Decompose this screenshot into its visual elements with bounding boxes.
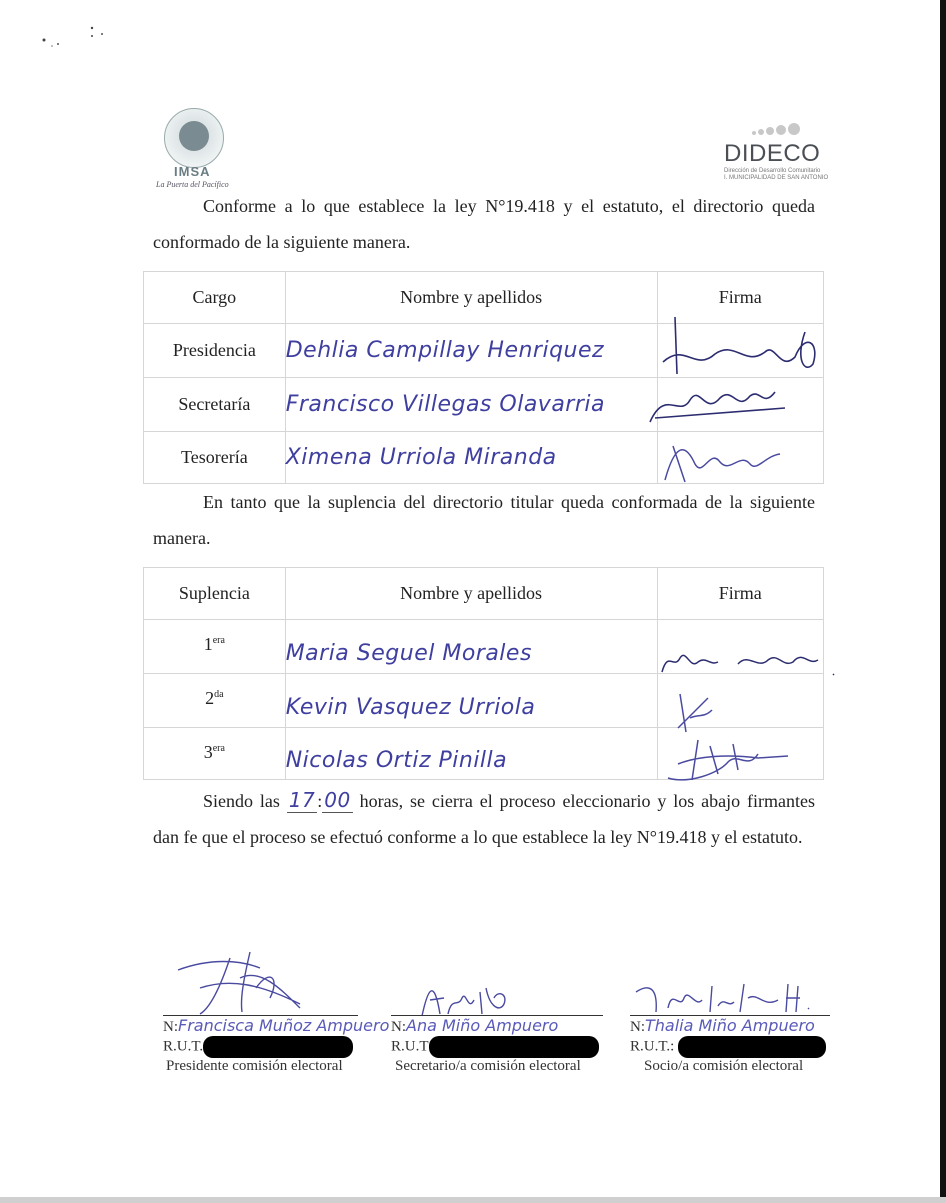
signature-secretaria [645, 378, 795, 428]
ordinal-cell [144, 620, 286, 674]
cierre-minute: 00 [324, 788, 351, 812]
signature-suplencia-1 [658, 640, 838, 680]
ordinal-suffix: era [212, 743, 225, 754]
ordinal-cell [144, 674, 286, 728]
comision-role: Socio/a comisión electoral [644, 1058, 804, 1074]
dideco-dots-icon [752, 122, 802, 140]
ordinal-number: 3 [203, 742, 213, 762]
ordinal-cell [144, 728, 286, 780]
suplencia-intro-paragraph [153, 484, 815, 556]
comision-role: Secretario/a comisión electoral [395, 1058, 581, 1074]
imsa-seal-icon [164, 108, 224, 168]
ordinal-suffix: era [212, 635, 225, 646]
dideco-subtitle [724, 168, 828, 182]
cargo-cell: Presidencia [144, 324, 286, 378]
imsa-brand: IMSA [174, 164, 211, 179]
signature-comision-presidente [170, 948, 340, 1018]
nombre-cell: Maria Seguel Morales [285, 620, 657, 674]
dideco-subtitle-line-1: Dirección de Desarrollo Comunitario [724, 168, 821, 174]
ordinal-number: 1 [203, 634, 213, 654]
signature-comision-secretario [408, 968, 528, 1020]
header-suplencia: Suplencia [144, 568, 286, 620]
scan-specks [40, 22, 120, 52]
comision-nombre: Thalia Miño Ampuero [645, 1016, 815, 1035]
suplencia-intro-text: En tanto que la suplencia del directorio titular queda conformada de la siguiente manera. [153, 492, 815, 548]
dideco-logo [718, 122, 829, 184]
header-firma: Firma [657, 568, 824, 620]
n-label: N: [163, 1019, 178, 1035]
ordinal-suffix: da [214, 689, 224, 700]
nombre-cell: Dehlia Campillay Henriquez [285, 324, 657, 378]
comision-role: Presidente comisión electoral [166, 1058, 343, 1074]
header-firma: Firma [657, 272, 823, 324]
cierre-before-text: Siendo las [203, 791, 280, 811]
intro-paragraph [153, 188, 815, 260]
table-header-row [144, 568, 824, 620]
cargo-cell: Tesorería [144, 432, 286, 484]
signature-suplencia-2 [668, 688, 728, 738]
rut-label: R.U.T.: [630, 1038, 675, 1055]
scan-edge-bottom [0, 1197, 946, 1203]
header-nombre: Nombre y apellidos [285, 272, 657, 324]
rut-redaction [678, 1036, 826, 1058]
comision-secretario-block [391, 1015, 603, 1076]
nombre-cell: Ximena Urriola Miranda [285, 432, 657, 484]
intro-text: Conforme a lo que establece la ley N°19.418 y el estatuto, el directorio queda conformado de la siguiente manera. [153, 196, 815, 252]
comision-nombre: Francisca Muñoz Ampuero [178, 1016, 390, 1035]
ordinal-number: 2 [205, 688, 215, 708]
signature-presidencia [655, 312, 825, 382]
n-label: N: [630, 1019, 645, 1035]
cierre-paragraph: Siendo las 17 : 00 horas, se cierra el proceso eleccionario y los abajo firmantes dan fe que el proceso se efectuó conforme a lo que establece la ley N°19.418 y el estatuto. [153, 788, 816, 847]
header-cargo: Cargo [144, 272, 286, 324]
imsa-logo [148, 108, 258, 194]
comision-socio-block [630, 1015, 845, 1076]
cargo-cell: Secretaría [144, 378, 286, 432]
n-label: N: [391, 1019, 406, 1035]
signature-suplencia-3 [658, 734, 798, 784]
signature-tesoreria [655, 434, 785, 486]
rut-redaction [429, 1036, 599, 1058]
cierre-hour: 17 [288, 788, 316, 812]
comision-presidente-block [163, 1015, 390, 1076]
nombre-cell: Francisco Villegas Olavarria [285, 378, 657, 432]
dideco-brand: DIDECO [724, 140, 821, 167]
cierre-after-text: horas, se cierra el proceso eleccionario y los abajo firmantes dan fe que el proceso se efectuó conforme a lo que establece la ley N°19.418 y el estatuto. [153, 791, 816, 847]
imsa-tagline: La Puerta del Pacífico [156, 180, 229, 189]
signature-comision-socio [628, 978, 828, 1018]
comision-nombre: Ana Miño Ampuero [406, 1016, 559, 1035]
header-nombre: Nombre y apellidos [285, 568, 657, 620]
rut-label: R.U.T [391, 1038, 429, 1055]
dideco-subtitle-line-2: I. MUNICIPALIDAD DE SAN ANTONIO [724, 175, 829, 181]
rut-label: R.U.T. [163, 1038, 204, 1055]
scan-edge-right [940, 0, 946, 1203]
nombre-cell: Kevin Vasquez Urriola [285, 674, 657, 728]
rut-redaction [203, 1036, 353, 1058]
nombre-cell: Nicolas Ortiz Pinilla [285, 728, 657, 780]
